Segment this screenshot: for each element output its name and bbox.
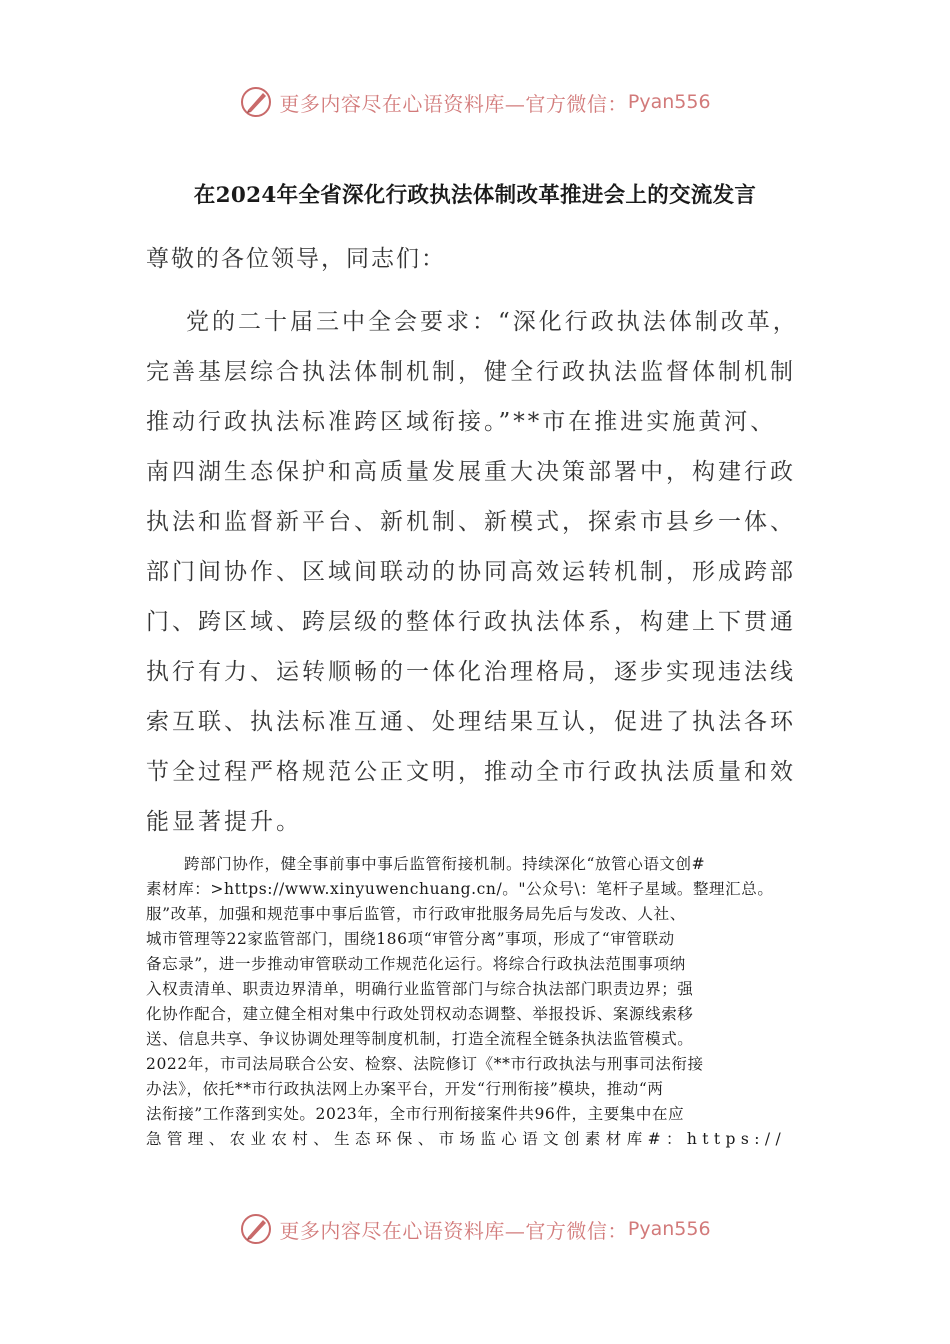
body-line: 急管理、农业农村、生态环保、市场监心语文创素材库#：https://: [146, 1130, 787, 1148]
watermark-footer: [0, 1209, 950, 1249]
lead-line: 党的二十届三中全会要求：“深化行政执法体制改革，: [186, 309, 799, 335]
body-line: 备忘录”，进一步推动审管联动工作规范化运行。将综合行政执法范围事项纳: [146, 955, 686, 973]
body-line: 法衔接”工作落到实处。2023年，全市行刑衔接案件共96件，主要集中在应: [146, 1105, 685, 1123]
lead-line: 执行有力、运转顺畅的一体化治理格局，逐步实现违法线: [146, 659, 796, 685]
document-title: 在2024年全省深化行政执法体制改革推进会上的交流发言: [193, 183, 757, 208]
watermark-wechat-id: Pyan556: [627, 1218, 711, 1240]
watermark-text: 更多内容尽在心语资料库—官方微信：: [279, 1218, 628, 1243]
body-paragraph: [146, 852, 811, 1152]
quill-logo-icon: [239, 1212, 273, 1246]
lead-line: 门、跨区域、跨层级的整体行政执法体系，构建上下贯通: [146, 609, 796, 635]
lead-line: 执法和监督新平台、新机制、新模式，探索市县乡一体、: [146, 509, 796, 535]
body-line: 跨部门协作，健全事前事中事后监管衔接机制。持续深化“放管心语文创#: [184, 855, 706, 873]
lead-line: 部门间协作、区域间联动的协同高效运转机制，形成跨部: [146, 559, 796, 585]
body-line: 送、信息共享、争议协调处理等制度机制，打造全流程全链条执法监管模式。: [146, 1030, 694, 1048]
body-line: 服”改革，加强和规范事中事后监管，市行政审批服务局先后与发改、人社、: [146, 905, 686, 923]
lead-line: 南四湖生态保护和高质量发展重大决策部署中，构建行政: [146, 459, 796, 485]
body-line: 办法》，依托**市行政执法网上办案平台，开发“行刑衔接”模块，推动“两: [146, 1080, 664, 1098]
lead-line: 节全过程严格规范公正文明，推动全市行政执法质量和效: [146, 759, 796, 785]
lead-paragraph: [146, 297, 811, 847]
salutation: 尊敬的各位领导，同志们：: [146, 246, 446, 272]
body-line: 入权责清单、职责边界清单，明确行业监管部门与综合执法部门职责边界；强: [146, 980, 694, 998]
lead-line: 推动行政执法标准跨区域衔接。”**市在推进实施黄河、: [146, 409, 777, 435]
body-line: 城市管理等22家监管部门，围绕186项“审管分离”事项，形成了“审管联动: [146, 930, 675, 948]
watermark-wechat-id: Pyan556: [627, 91, 711, 113]
watermark-text: 更多内容尽在心语资料库—官方微信：: [279, 91, 628, 116]
lead-line: 能显著提升。: [146, 809, 302, 835]
body-line: 2022年，市司法局联合公安、检察、法院修订《**市行政执法与刑事司法衔接: [146, 1055, 704, 1073]
lead-line: 完善基层综合执法体制机制，健全行政执法监督体制机制: [146, 359, 796, 385]
watermark-header: [0, 82, 950, 122]
body-line: 化协作配合，建立健全相对集中行政处罚权动态调整、举报投诉、案源线索移: [146, 1005, 694, 1023]
lead-line: 索互联、执法标准互通、处理结果互认，促进了执法各环: [146, 709, 796, 735]
body-line: 素材库：>https://www.xinyuwenchuang.cn/。"公众号\：笔杆子星域。整理汇总。: [146, 880, 774, 898]
quill-logo-icon: [239, 85, 273, 119]
